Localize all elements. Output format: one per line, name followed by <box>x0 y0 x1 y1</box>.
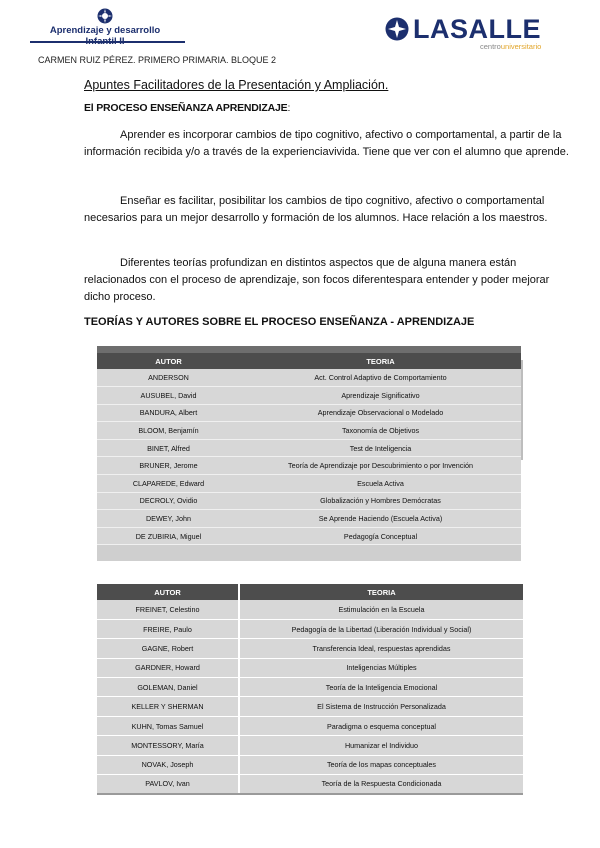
author-cell: FREIRE, Paulo <box>97 619 239 638</box>
table-1-topbar <box>97 346 521 353</box>
authors-table-1 <box>97 353 521 561</box>
author-cell: DECROLY, Ovidio <box>97 492 240 510</box>
table-row <box>97 639 523 658</box>
author-line: CARMEN RUIZ PÉREZ. PRIMERO PRIMARIA. BLOQUE 2 <box>38 55 277 65</box>
theory-cell: Test de Inteligencia <box>240 439 521 457</box>
author-cell: DE ZUBIRIA, Miguel <box>97 527 240 545</box>
document-title: Apuntes Facilitadores de la Presentación y Ampliación. <box>84 78 389 92</box>
table-row <box>97 775 523 794</box>
theory-cell: Teoría de los mapas conceptuales <box>239 755 523 774</box>
theory-cell: Estimulación en la Escuela <box>239 600 523 619</box>
section-heading: El PROCESO ENSEÑANZA APRENDIZAJE: <box>84 102 291 114</box>
theories-heading: TEORÍAS Y AUTORES SOBRE EL PROCESO ENSEÑANZA - APRENDIZAJE <box>84 316 475 328</box>
header-divider <box>30 41 185 43</box>
table-filler-row <box>97 545 521 561</box>
theory-cell: Aprendizaje Significativo <box>240 387 521 405</box>
theory-cell: Transferencia Ideal, respuestas aprendidas <box>239 639 523 658</box>
author-cell: NOVAK, Joseph <box>97 755 239 774</box>
crest-icon <box>97 8 113 24</box>
table-row <box>97 755 523 774</box>
author-cell: PAVLOV, Ivan <box>97 775 239 794</box>
theory-cell: Aprendizaje Observacional o Modelado <box>240 404 521 422</box>
header-logo-lasalle <box>385 14 565 52</box>
theory-cell: Humanizar el Individuo <box>239 736 523 755</box>
table-row <box>97 527 521 545</box>
table-row <box>97 716 523 735</box>
table-header-row <box>97 353 521 369</box>
column-header-theory: TEORIA <box>239 584 523 600</box>
table-row <box>97 658 523 677</box>
author-cell: MONTESSORY, María <box>97 736 239 755</box>
table-row <box>97 736 523 755</box>
theory-cell: Se Aprende Haciendo (Escuela Activa) <box>240 510 521 528</box>
table-row <box>97 457 521 475</box>
table-1-sidebar <box>521 360 523 460</box>
theory-cell: Act. Control Adaptivo de Comportamiento <box>240 369 521 387</box>
logo-title-line-1: Aprendizaje y desarrollo <box>49 25 161 36</box>
theory-cell: Globalización y Hombres Demócratas <box>240 492 521 510</box>
table-row <box>97 600 523 619</box>
lasalle-star-icon <box>385 17 409 41</box>
author-cell: FREINET, Celestino <box>97 600 239 619</box>
theory-cell: Paradigma o esquema conceptual <box>239 716 523 735</box>
table-row <box>97 387 521 405</box>
theory-cell: Pedagogía Conceptual <box>240 527 521 545</box>
author-cell: BINET, Alfred <box>97 439 240 457</box>
author-cell: AUSUBEL, David <box>97 387 240 405</box>
theory-cell: El Sistema de Instrucción Personalizada <box>239 697 523 716</box>
theory-cell: Taxonomía de Objetivos <box>240 422 521 440</box>
table-row <box>97 369 521 387</box>
paragraph-teorias: Diferentes teorías profundizan en distintos aspectos que de alguna manera están relacionados con el proceso de aprendizaje, son focos diferentespara entender y poder mejorar dicho proceso. <box>84 257 550 303</box>
author-cell: BLOOM, Benjamín <box>97 422 240 440</box>
theory-cell: Teoría de la Inteligencia Emocional <box>239 678 523 697</box>
paragraph-ensenar: Enseñar es facilitar, posibilitar los cambios de tipo cognitivo, afectivo o comportamental necesarios para un mejor desarrollo y formación de los alumnos. Hace relación a los maestros. <box>84 195 548 224</box>
author-cell: BANDURA, Albert <box>97 404 240 422</box>
theory-cell: Teoría de Aprendizaje por Descubrimiento o por Invención <box>240 457 521 475</box>
table-row <box>97 422 521 440</box>
paragraph-aprender: Aprender es incorporar cambios de tipo cognitivo, afectivo o comportamental, a partir de la información recibida y/o a través de la experienciavivida. Tiene que ver con el alumno que aprende. <box>84 129 569 158</box>
table-row <box>97 619 523 638</box>
theory-cell: Teoría de la Respuesta Condicionada <box>239 775 523 794</box>
table-row <box>97 492 521 510</box>
author-cell: GAGNE, Robert <box>97 639 239 658</box>
table-row <box>97 439 521 457</box>
theory-cell: Escuela Activa <box>240 475 521 493</box>
lasalle-subtitle: centrouniversitario <box>480 42 542 51</box>
theory-cell: Inteligencias Múltiples <box>239 658 523 677</box>
column-header-author: AUTOR <box>97 584 239 600</box>
authors-table-2 <box>97 584 523 795</box>
table-row <box>97 510 521 528</box>
table-row <box>97 475 521 493</box>
author-cell: KELLER Y SHERMAN <box>97 697 239 716</box>
table-header-row <box>97 584 523 600</box>
author-cell: ANDERSON <box>97 369 240 387</box>
column-header-theory: TEORIA <box>240 353 521 369</box>
table-row <box>97 678 523 697</box>
lasalle-wordmark: LASALLE <box>413 14 541 44</box>
theory-cell: Pedagogía de la Libertad (Liberación Individual y Social) <box>239 619 523 638</box>
table-row <box>97 404 521 422</box>
column-header-author: AUTOR <box>97 353 240 369</box>
table-row <box>97 697 523 716</box>
author-cell: CLAPAREDE, Edward <box>97 475 240 493</box>
author-cell: KUHN, Tomas Samuel <box>97 716 239 735</box>
author-cell: GARDNER, Howard <box>97 658 239 677</box>
author-cell: DEWEY, John <box>97 510 240 528</box>
author-cell: BRUNER, Jerome <box>97 457 240 475</box>
author-cell: GOLEMAN, Daniel <box>97 678 239 697</box>
